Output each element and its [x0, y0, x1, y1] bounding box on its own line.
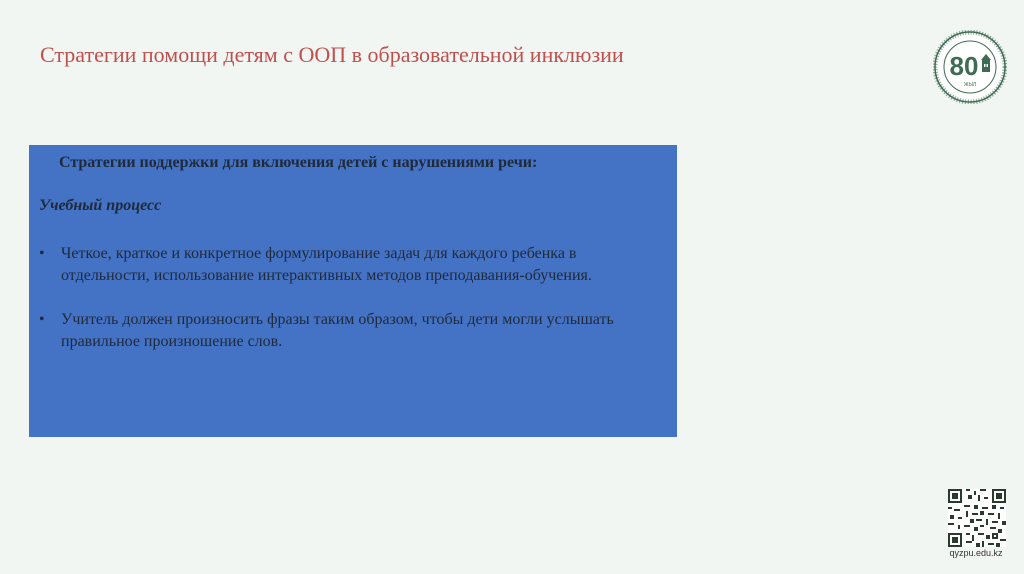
content-box: [29, 145, 677, 437]
slide-title: Стратегии помощи детям с ООП в образовательной инклюзии: [40, 42, 624, 67]
site-url: qyzpu.edu.kz: [949, 548, 1003, 558]
seal-small-text: ЖЫЛ: [963, 82, 977, 88]
bullet-dot: •: [39, 311, 45, 328]
qr-code-icon: [948, 489, 1006, 547]
section-heading: Учебный процесс: [39, 197, 162, 214]
anniversary-seal-icon: [933, 30, 1007, 104]
bullet-text: Учитель должен произносить фразы таким образом, чтобы дети могли услышать правильное произношение слов.: [61, 311, 614, 350]
bullet-dot: •: [39, 245, 45, 262]
bullet-text: Четкое, краткое и конкретное формулирование задач для каждого ребенка в отдельности, использование интерактивных методов преподавания-обучения.: [61, 245, 592, 284]
list-item: [39, 309, 667, 353]
bullet-list: [39, 243, 667, 353]
list-item: [39, 243, 667, 287]
seal-number: 80: [949, 51, 979, 81]
box-heading: Стратегии поддержки для включения детей с нарушениями речи:: [59, 154, 538, 171]
